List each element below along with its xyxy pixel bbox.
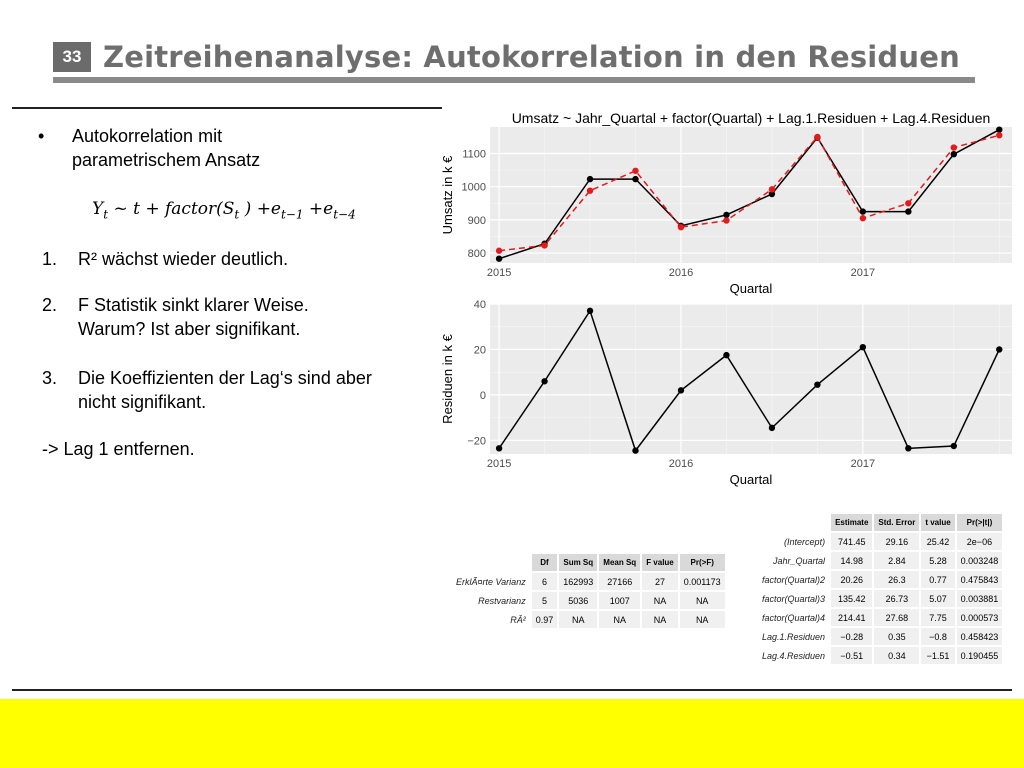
table-row-label: ErklÃ¤rte Varianz — [452, 573, 530, 590]
formula-mid: ~ t + factor(S — [108, 199, 235, 219]
x-tick-label: 2015 — [486, 458, 512, 470]
table-header-row — [452, 554, 725, 571]
table-cell: 5.07 — [921, 590, 954, 607]
table-row — [758, 647, 1002, 664]
table-cell: 0.001173 — [680, 573, 725, 590]
table-cell: 27.68 — [874, 609, 919, 626]
data-point — [587, 187, 593, 193]
x-tick-label: 2015 — [486, 267, 512, 279]
formula-y-sub: t — [103, 207, 109, 222]
data-point — [496, 255, 502, 261]
table-cell: 20.26 — [831, 571, 872, 588]
x-tick-label: 2017 — [850, 267, 876, 279]
bullet-item — [38, 124, 438, 172]
table-row-label: Jahr_Quartal — [758, 552, 829, 569]
table-cell: NA — [680, 592, 725, 609]
table-cell: 0.003248 — [957, 552, 1003, 569]
table-row — [758, 571, 1002, 588]
table-header-cell: Pr(>F) — [680, 554, 725, 571]
table-row — [758, 590, 1002, 607]
table-row — [452, 573, 725, 590]
y-tick-label: 20 — [473, 344, 486, 357]
table-cell: 0.000573 — [957, 609, 1003, 626]
table-cell: 7.75 — [921, 609, 954, 626]
table-cell: 26.73 — [874, 590, 919, 607]
data-point — [541, 242, 547, 248]
y-tick-label: 0 — [479, 389, 486, 402]
item-number: 1. — [42, 249, 58, 269]
formula-e2-sub: t−4 — [333, 207, 356, 222]
table-cell: 0.190455 — [957, 647, 1003, 664]
table-header-cell: Sum Sq — [559, 554, 597, 571]
content-divider-bottom — [12, 689, 1012, 691]
table-row — [758, 628, 1002, 645]
data-point — [860, 215, 866, 221]
table-cell: NA — [599, 611, 640, 628]
x-tick-label: 2016 — [668, 458, 694, 470]
conclusion-text: -> Lag 1 entfernen. — [42, 439, 195, 459]
table-cell: 5 — [532, 592, 558, 609]
table-cell: 14.98 — [831, 552, 872, 569]
table-row-label: factor(Quartal)2 — [758, 571, 829, 588]
table-row-label: factor(Quartal)4 — [758, 609, 829, 626]
table-cell: 0.97 — [532, 611, 558, 628]
data-point — [996, 346, 1002, 352]
table-header-cell: Mean Sq — [599, 554, 640, 571]
table-cell: 26.3 — [874, 571, 919, 588]
table-cell: 135.42 — [831, 590, 872, 607]
table-row-label: Restvarianz — [452, 592, 530, 609]
item-number: 2. — [42, 295, 58, 315]
table-row — [452, 592, 725, 609]
table-cell: 27 — [642, 573, 678, 590]
table-header-row — [758, 514, 1002, 531]
table-row-label: factor(Quartal)3 — [758, 590, 829, 607]
table-cell: NA — [680, 611, 725, 628]
data-point — [496, 248, 502, 254]
data-point — [769, 186, 775, 192]
y-tick-label: 40 — [473, 299, 486, 311]
slide-number: 33 — [53, 42, 91, 72]
data-point — [814, 134, 820, 140]
data-point — [496, 445, 502, 451]
data-point — [587, 308, 593, 314]
table-cell: NA — [642, 611, 678, 628]
residuals-line-chart — [440, 298, 1015, 490]
bullet-text-line1: Autokorrelation mit — [72, 126, 223, 146]
table-cell: 0.77 — [921, 571, 954, 588]
table-cell: 0.458423 — [957, 628, 1003, 645]
item-text: R² wächst wieder deutlich. — [78, 249, 289, 269]
table-row — [452, 611, 725, 628]
data-point — [951, 151, 957, 157]
data-point — [951, 443, 957, 449]
bullet-block — [38, 124, 438, 172]
data-point — [905, 200, 911, 206]
table-row-label: (Intercept) — [758, 533, 829, 550]
model-formula — [92, 199, 356, 221]
formula-e1-sub: t−1 — [281, 207, 304, 222]
y-tick-label: 1000 — [461, 181, 486, 194]
table-cell: 0.35 — [874, 628, 919, 645]
table-cell: −0.28 — [831, 628, 872, 645]
table-cell: NA — [642, 592, 678, 609]
data-point — [632, 447, 638, 453]
y-tick-label: 900 — [467, 214, 486, 227]
table-cell: 1007 — [599, 592, 640, 609]
table-cell: 5.28 — [921, 552, 954, 569]
data-point — [860, 344, 866, 350]
table-cell: −1.51 — [921, 647, 954, 664]
table-row — [758, 609, 1002, 626]
table-cell: 741.45 — [831, 533, 872, 550]
table-cell: 25.42 — [921, 533, 954, 550]
item-text: F Statistik sinkt klarer Weise. Warum? Ist aber signifikant. — [78, 295, 309, 339]
bullet-text-line2: parametrischem Ansatz — [72, 150, 261, 170]
plot-panel — [490, 127, 1012, 263]
table-cell: −0.51 — [831, 647, 872, 664]
data-point — [541, 378, 547, 384]
table-header-cell: t value — [921, 514, 954, 531]
x-axis-label: Quartal — [729, 281, 773, 296]
table-header-cell: Df — [532, 554, 558, 571]
numbered-item-2 — [42, 293, 412, 341]
table-row — [758, 552, 1002, 569]
data-point — [723, 217, 729, 223]
y-axis-label: Residuen in k € — [440, 334, 455, 424]
footer-bar — [0, 699, 1024, 768]
x-axis-label: Quartal — [729, 472, 773, 487]
data-point — [905, 445, 911, 451]
table-header-cell: Std. Error — [874, 514, 919, 531]
data-point — [632, 168, 638, 174]
formula-rest1: ) +e — [239, 199, 281, 219]
x-tick-label: 2016 — [668, 267, 694, 279]
table-cell: 214.41 — [831, 609, 872, 626]
slide-title: Zeitreihenanalyse: Autokorrelation in den Residuen — [103, 40, 960, 74]
formula-rest2: +e — [303, 199, 334, 219]
title-underline — [53, 77, 975, 83]
data-point — [814, 381, 820, 387]
numbered-item-1 — [42, 247, 412, 271]
data-point — [723, 212, 729, 218]
table-row — [758, 533, 1002, 550]
table-header-cell: Estimate — [831, 514, 872, 531]
coefficients-table — [756, 512, 1004, 666]
chart-title: Umsatz ~ Jahr_Quartal + factor(Quartal) + Lag.1.Residuen + Lag.4.Residuen — [511, 110, 991, 126]
table-cell: −0.8 — [921, 628, 954, 645]
table-header-cell: F value — [642, 554, 678, 571]
data-point — [996, 126, 1002, 132]
table-header-cell — [452, 554, 530, 571]
anova-table — [450, 552, 727, 630]
data-point — [632, 176, 638, 182]
data-point — [905, 208, 911, 214]
table-row-label: RÂ² — [452, 611, 530, 628]
data-point — [678, 387, 684, 393]
x-tick-label: 2017 — [850, 458, 876, 470]
y-axis-label: Umsatz in k € — [440, 155, 455, 235]
table-row-label: Lag.4.Residuen — [758, 647, 829, 664]
formula-y: Y — [92, 199, 104, 219]
data-point — [860, 208, 866, 214]
item-text: Die Koeffizienten der Lag‘s sind aber nicht signifikant. — [78, 368, 372, 412]
table-cell: 162993 — [559, 573, 597, 590]
numbered-item-3 — [42, 366, 412, 414]
table-header-cell: Pr(>|t|) — [957, 514, 1003, 531]
data-point — [951, 144, 957, 150]
table-cell: 0.34 — [874, 647, 919, 664]
item-number: 3. — [42, 368, 58, 388]
table-cell: 27166 — [599, 573, 640, 590]
data-point — [769, 425, 775, 431]
data-point — [996, 132, 1002, 138]
data-point — [587, 176, 593, 182]
y-tick-label: −20 — [467, 435, 486, 448]
table-cell: 5036 — [559, 592, 597, 609]
table-cell: NA — [559, 611, 597, 628]
table-cell: 2e−06 — [957, 533, 1003, 550]
table-cell: 6 — [532, 573, 558, 590]
data-point — [678, 224, 684, 230]
revenue-line-chart — [440, 106, 1015, 296]
table-header-cell — [758, 514, 829, 531]
table-cell: 0.003881 — [957, 590, 1003, 607]
table-cell: 2.84 — [874, 552, 919, 569]
data-point — [723, 352, 729, 358]
table-cell: 0.475843 — [957, 571, 1003, 588]
table-row-label: Lag.1.Residuen — [758, 628, 829, 645]
table-cell: 29.16 — [874, 533, 919, 550]
y-tick-label: 1100 — [462, 148, 486, 161]
y-tick-label: 800 — [467, 248, 486, 261]
formula-s-sub: t — [234, 207, 240, 222]
content-divider-top — [12, 107, 442, 109]
bullet-dot: • — [38, 126, 45, 146]
